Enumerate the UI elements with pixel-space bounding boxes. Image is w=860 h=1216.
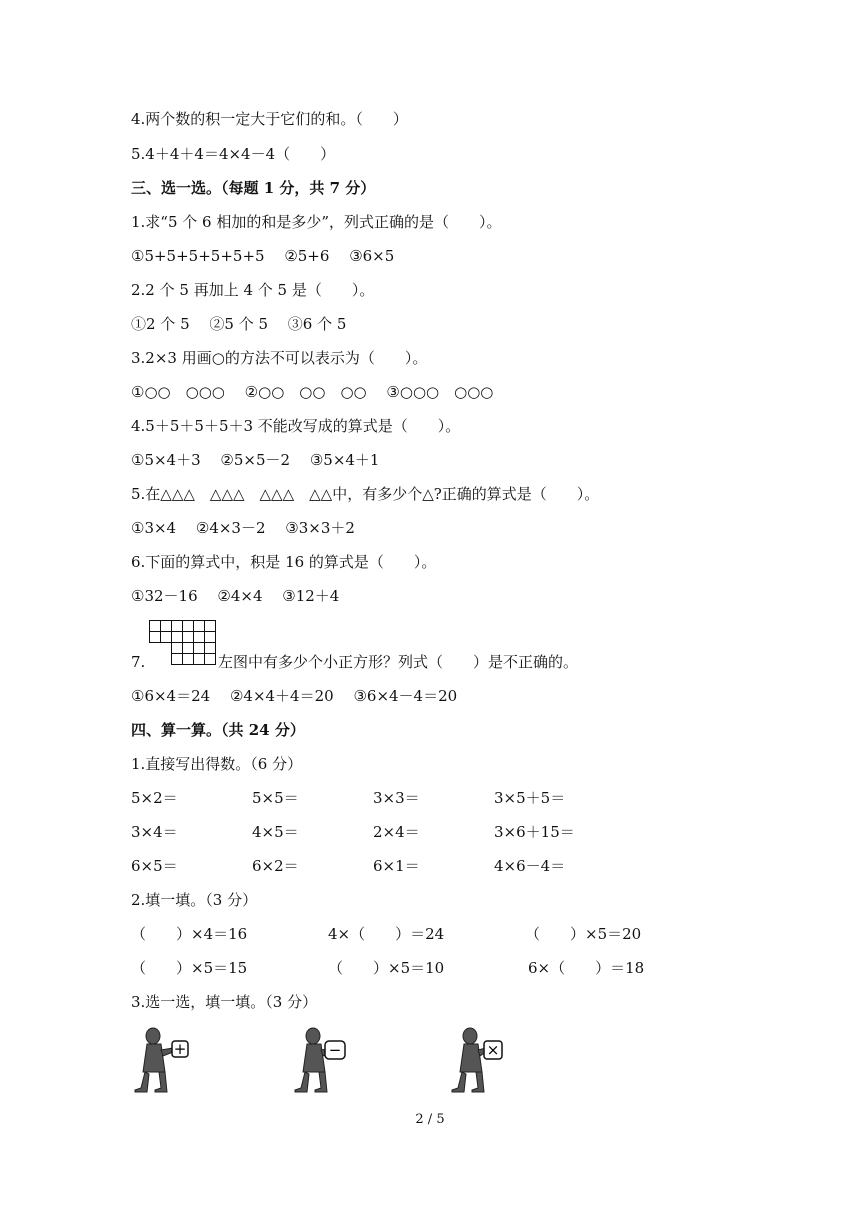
question-3: 3.2×3 用画○的方法不可以表示为（ ）。 <box>131 349 428 367</box>
calc-cell: 3×3＝ <box>373 789 420 807</box>
section-4-question-1: 1.直接写出得数。（6 分） <box>131 755 303 773</box>
question-6-options: ①32－16 ②4×4 ③12＋4 <box>131 587 340 605</box>
judge-item-5: 5.4＋4＋4＝4×4－4（ ） <box>131 145 336 163</box>
question-7: 左图中有多少个小正方形？列式（ ）是不正确的。 <box>218 653 579 671</box>
minus-sign-icon: − <box>328 1041 342 1059</box>
calc-cell: 5×5＝ <box>252 789 299 807</box>
question-3-options: ①○○ ○○○ ②○○ ○○ ○○ ③○○○ ○○○ <box>131 383 494 401</box>
judge-item-4: 4.两个数的积一定大于它们的和。（ ） <box>131 110 408 128</box>
question-5: 5.在△△△ △△△ △△△ △△中，有多少个△?正确的算式是（ ）。 <box>131 485 600 503</box>
question-7-options: ①6×4＝24 ②4×4＋4＝20 ③6×4－4＝20 <box>131 687 458 705</box>
section-4-question-2: 2.填一填。（3 分） <box>131 891 258 909</box>
calc-cell: 4×6－4＝ <box>494 857 566 875</box>
question-1-options: ①5+5+5+5+5+5 ②5+6 ③6×5 <box>131 247 395 265</box>
fill-blank-cell: （ ）×5＝20 <box>525 925 642 943</box>
calc-cell: 6×5＝ <box>131 857 178 875</box>
calc-cell: 3×4＝ <box>131 823 178 841</box>
cartoon-figure-times <box>448 1026 510 1094</box>
section-4-question-3: 3.选一选，填一填。（3 分） <box>131 993 318 1011</box>
calc-cell: 3×5＋5＝ <box>494 789 566 807</box>
question-4: 4.5＋5＋5＋5＋3 不能改写成的算式是（ ）。 <box>131 417 461 435</box>
times-sign-icon: × <box>486 1041 500 1059</box>
question-1: 1.求“5 个 6 相加的和是多少”，列式正确的是（ ）。 <box>131 213 502 231</box>
section-4-title: 四、算一算。（共 24 分） <box>131 721 305 739</box>
fill-blank-cell: 4×（ ）＝24 <box>328 925 445 943</box>
fill-blank-cell: （ ）×5＝15 <box>131 959 248 977</box>
calc-cell: 5×2＝ <box>131 789 178 807</box>
squares-grid-figure <box>149 620 217 666</box>
question-5-options: ①3×4 ②4×3－2 ③3×3＋2 <box>131 519 355 537</box>
question-4-options: ①5×4＋3 ②5×5－2 ③5×4＋1 <box>131 451 380 469</box>
section-3-title: 三、选一选。（每题 1 分，共 7 分） <box>131 179 376 197</box>
question-7-number: 7. <box>131 653 146 671</box>
cartoon-figure-minus <box>291 1026 353 1094</box>
fill-blank-cell: （ ）×5＝10 <box>328 959 445 977</box>
question-6: 6.下面的算式中，积是 16 的算式是（ ）。 <box>131 553 437 571</box>
calc-cell: 2×4＝ <box>373 823 420 841</box>
calc-cell: 3×6＋15＝ <box>494 823 575 841</box>
question-2-options: ①2 个 5 ②5 个 5 ③6 个 5 <box>131 315 347 333</box>
page-number: 2 / 5 <box>415 1112 445 1127</box>
calc-cell: 4×5＝ <box>252 823 299 841</box>
fill-blank-cell: （ ）×4＝16 <box>131 925 248 943</box>
cartoon-figure-plus <box>131 1026 193 1094</box>
fill-blank-cell: 6×（ ）＝18 <box>528 959 645 977</box>
plus-sign-icon: + <box>173 1040 187 1058</box>
calc-cell: 6×2＝ <box>252 857 299 875</box>
question-2: 2.2 个 5 再加上 4 个 5 是（ ）。 <box>131 281 375 299</box>
calc-cell: 6×1＝ <box>373 857 420 875</box>
